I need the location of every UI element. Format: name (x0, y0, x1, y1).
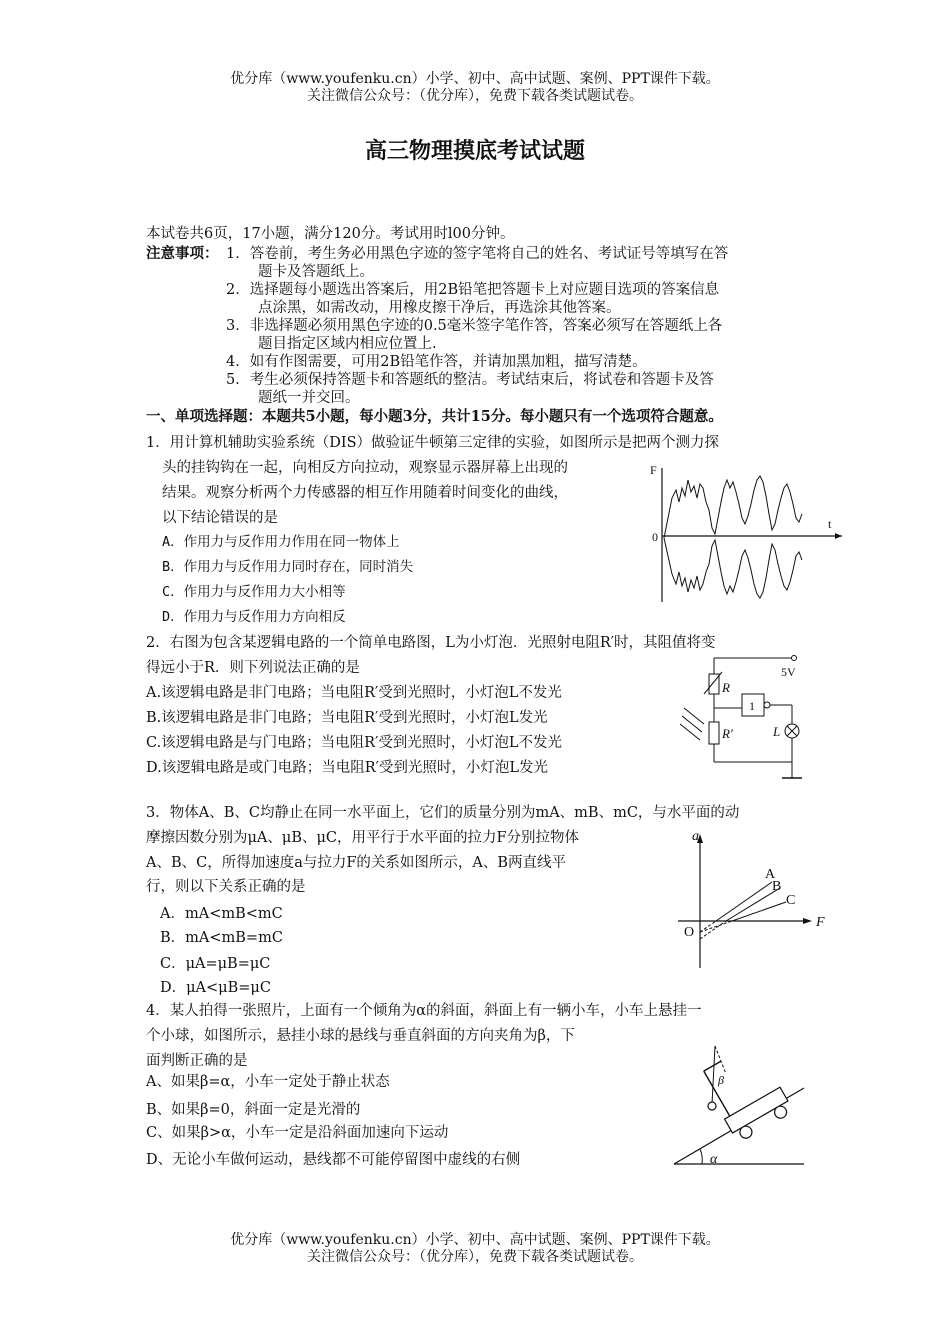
q1-option-b: B．作用力与反作用力同时存在，同时消失 (162, 559, 414, 575)
q2-photoresistor (709, 722, 719, 744)
page-title: 高三物理摸底考试试题 (364, 138, 585, 164)
q4-incline-figure (672, 1034, 808, 1168)
q3-stem: 行，则以下关系正确的是 (146, 879, 306, 895)
q2-option-d: D.该逻辑电路是或门电路；当电阻R′受到光照时，小灯泡L发光 (146, 760, 549, 776)
q1-stem: 头的挂钩钩在一起，向相反方向拉动，观察显示器屏幕上出现的 (162, 460, 568, 476)
q2-option-b: B.该逻辑电路是非门电路；当电阻R′受到光照时，小灯泡L发光 (146, 710, 548, 726)
notice-item: 2．选择题每小题选出答案后，用2B铅笔把答题卡上对应题目选项的答案信息 (226, 282, 720, 298)
notice-item: 题卡及答题纸上。 (258, 264, 374, 280)
notice-item: 3．非选择题必须用黑色字迹的0.5毫米签字笔作答，答案必须写在答题纸上各 (226, 318, 723, 334)
notice-item: 4．如有作图需要，可用2B铅笔作答，并请加黑加粗，描写清楚。 (226, 354, 647, 370)
q3-stem: 摩擦因数分别为μA、μB、μC，用平行于水平面的拉力F分别拉物体 (146, 830, 580, 846)
q2-circuit-figure (676, 650, 816, 790)
section-heading: 一、单项选择题：本题共5小题，每小题3分，共计15分。每小题只有一个选项符合题意。 (146, 408, 723, 425)
q1-lower-curve (664, 538, 802, 598)
q3-option-a: A．mA<mB<mC (160, 906, 283, 922)
q4-stem: 4．某人拍得一张照片，上面有一个倾角为α的斜面，斜面上有一辆小车，小车上悬挂一 (146, 1003, 702, 1019)
q1-stem: 以下结论错误的是 (162, 510, 278, 526)
q3-stem: A、B、C，所得加速度a与拉力F的关系如图所示，A、B两直线平 (146, 855, 567, 871)
q3-a-f-figure (670, 826, 830, 972)
header-line-1: 优分库（www.youfenku.cn）小学、初中、高中试题、案例、PPT课件下载。 (230, 71, 720, 87)
q3-label-b: B (772, 879, 782, 894)
notice-label: 注意事项： (146, 245, 219, 262)
q2-option-a: A.该逻辑电路是非门电路；当电阻R′受到光照时，小灯泡L不发光 (146, 685, 562, 701)
q4-stem: 面判断正确的是 (146, 1053, 248, 1069)
q3-option-b: B．mA<mB=mC (160, 930, 283, 946)
q2-voltage-label: 5V (781, 665, 796, 679)
q2-label-r: R (722, 680, 730, 695)
q4-option-c: C、如果β>α，小车一定是沿斜面加速向下运动 (146, 1125, 449, 1141)
notice-item: 题目指定区域内相应位置上. (258, 336, 437, 352)
q3-label-a: A (765, 867, 776, 882)
q3-axis-f-label: F (816, 915, 825, 930)
q2-stem: 得远小于R．则下列说法正确的是 (146, 660, 360, 676)
q3-line-c (732, 902, 786, 921)
q1-axis-t-label: t (828, 517, 832, 531)
q4-beta-label: β (718, 1073, 724, 1087)
q1-option-d: D．作用力与反作用力方向相反 (162, 609, 346, 625)
q1-stem: 1．用计算机辅助实验系统（DIS）做验证牛顿第三定律的实验，如图所示是把两个测力探 (146, 435, 720, 451)
q1-force-time-figure (648, 458, 848, 606)
q1-origin-label: 0 (652, 530, 658, 544)
q3-origin-label: O (684, 925, 695, 940)
notice-item: 题纸一并交回。 (258, 390, 360, 406)
q3-stem: 3．物体A、B、C均静止在同一水平面上，它们的质量分别为mA、mB、mC，与水平面的动 (146, 805, 740, 821)
q4-option-a: A、如果β=α，小车一定处于静止状态 (146, 1074, 390, 1090)
q1-stem: 结果。观察分析两个力传感器的相互作用随着时间变化的曲线， (162, 485, 568, 501)
q3-option-d: D．μA<μB=μC (160, 980, 271, 996)
exam-intro: 本试卷共6页，17小题，满分120分。考试用时l00分钟。 (146, 226, 515, 242)
q2-gate-label: 1 (749, 699, 755, 713)
q3-line-a (716, 882, 772, 921)
notice-item: 1．答卷前，考生务必用黑色字迹的签字笔将自己的姓名、考试证号等填写在答 (226, 246, 729, 262)
q2-label-rp: R′ (722, 726, 733, 741)
q2-label-l: L (773, 724, 781, 739)
notice-item: 点涂黑，如需改动，用橡皮擦干净后，再选涂其他答案。 (258, 300, 621, 316)
q3-label-c: C (786, 893, 796, 908)
q3-option-c: C．μA=μB=μC (160, 956, 271, 972)
q4-option-b: B、如果β=0，斜面一定是光滑的 (146, 1102, 361, 1118)
q4-option-d: D、无论小车做何运动，悬线都不可能停留图中虚线的右侧 (146, 1152, 521, 1168)
q3-axis-a-label: a (692, 829, 699, 844)
notice-item: 5．考生必须保持答题卡和答题纸的整洁。考试结束后，将试卷和答题卡及答 (226, 372, 714, 388)
q1-option-a: A．作用力与反作用力作用在同一物体上 (162, 534, 400, 550)
q4-stem: 个小球，如图所示，悬挂小球的悬线与垂直斜面的方向夹角为β，下 (146, 1028, 575, 1044)
q1-option-c: C．作用力与反作用力大小相等 (162, 584, 346, 600)
q2-stem: 2．右图为包含某逻辑电路的一个简单电路图，L为小灯泡．光照射电阻R′时，其阻值将变 (146, 635, 716, 651)
footer-line-1: 优分库（www.youfenku.cn）小学、初中、高中试题、案例、PPT课件下载。 (230, 1232, 720, 1248)
q1-upper-curve (664, 476, 802, 538)
q4-alpha-label: α (710, 1152, 718, 1167)
q2-option-c: C.该逻辑电路是与门电路；当电阻R′受到光照时，小灯泡L不发光 (146, 735, 563, 751)
footer-line-2: 关注微信公众号：（优分库），免费下载各类试题试卷。 (307, 1249, 643, 1265)
header-line-2: 关注微信公众号：（优分库），免费下载各类试题试卷。 (307, 88, 643, 104)
q1-axis-f-label: F (650, 463, 657, 477)
q4-ball (708, 1102, 716, 1110)
